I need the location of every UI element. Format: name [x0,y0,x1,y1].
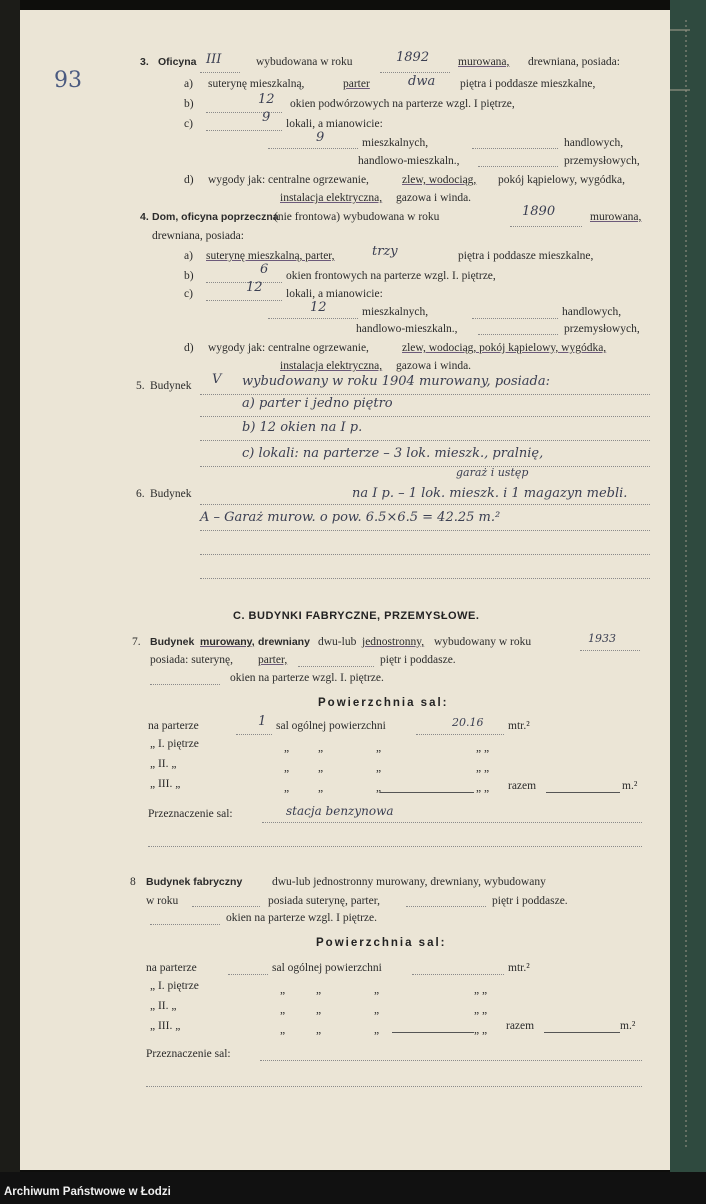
s5-label: 5. [136,380,145,392]
s3-h-t1: instalacja elektryczna, [280,192,383,204]
s8-d11: „ [374,1024,380,1036]
s3-c-l: b) [184,98,194,110]
s3-d-hw: 9 [262,110,271,125]
s3-g-t3: pokój kąpielowy, wygódka, [498,174,626,186]
s4-t1: (nie frontowa) wybudowana w roku [274,211,440,223]
s3-mur: murowana, [458,56,510,68]
s7-r1-a: na parterze [148,720,199,732]
s7-d7: „ [376,762,382,774]
s4-e-t2: handlowych, [562,306,622,318]
s8-d2: „ [316,984,322,996]
s8-d7: „ [374,1004,380,1016]
s3-c-hw: 12 [258,92,275,107]
s8-d5: „ [280,1004,286,1016]
s7-line2b: parter, [258,654,288,666]
s7-line2c: piętr i poddasze. [380,654,456,666]
s3-title: Oficyna [158,56,197,68]
s8-line2a: w roku [146,895,179,907]
s5-hw4: c) lokali: na parterze – 3 lok. mieszk., pralnię, [242,446,544,461]
page-number: 93 [54,68,82,93]
s7-jed: jednostronny, [362,636,425,648]
s8-d1: „ [280,984,286,996]
s7-przez-hw: stacja benzynowa [286,804,394,818]
s3-g-t1: wygody jak: centralne ogrzewanie, [208,174,369,186]
s5-hw2: a) parter i jedno piętro [242,396,393,411]
s3-e-hw: 9 [316,130,325,145]
s4-g-l: d) [184,342,194,354]
s7-r1-b: sal ogólnej powierzchni [276,720,386,732]
s7-r1-hw2: 20.16 [452,716,484,729]
s4-b-t2: piętra i poddasze mieszkalne, [458,250,594,262]
s7-d10: „ [318,782,324,794]
section-c-heading: C. BUDYNKI FABRYCZNE, PRZEMYSŁOWE. [233,610,480,622]
s4-b-l: a) [184,250,193,262]
s4-b-hw: trzy [372,244,398,259]
s7-przez: Przeznaczenie sal: [148,808,233,820]
s7-razem: razem [508,780,537,792]
s8-d4: „ „ [474,984,488,996]
s7-d4: „ „ [476,742,490,754]
s3-b-l: a) [184,78,193,90]
s6-label: 6. [136,488,145,500]
s7-mur: murowany, [200,636,255,648]
s7-d5: „ [284,762,290,774]
s3-b-t1: suterynę mieszkalną, [208,78,305,90]
s5-title: Budynek [150,380,192,392]
s7-r1-c: mtr.² [508,720,530,732]
s7-d6: „ [318,762,324,774]
s7-d8: „ „ [476,762,490,774]
s6-hw1: na I p. – 1 lok. mieszk. i 1 magazyn mebli. [352,486,628,501]
s5-num: V [212,372,222,387]
s4-c-t: okien frontowych na parterze wzgl. I. piętrze, [286,270,496,282]
s7-drew: drewniany [258,636,310,648]
s3-e-t2: handlowych, [564,137,624,149]
s7-title: Budynek [150,636,195,648]
s4-label: 4. [140,211,149,223]
s7-d3: „ [376,742,382,754]
s8-m2: m.² [620,1020,636,1032]
s7-d11: „ [376,782,382,794]
s8-pow: Powierzchnia sal: [316,937,447,949]
s7-line3: okien na parterze wzgl. I. piętrze. [230,672,384,684]
s8-d12: „ „ [474,1024,488,1036]
s3-b-t3: piętra i poddasze mieszkalne, [460,78,596,90]
s6-title: Budynek [150,488,192,500]
s4-b-t1: suterynę mieszkalną, parter, [206,250,335,262]
s3-g-l: d) [184,174,194,186]
s4-c-l: b) [184,270,194,282]
s8-r1-c: mtr.² [508,962,530,974]
s4-h-t1: instalacja elektryczna, [280,360,383,372]
s3-c-t: okien podwórzowych na parterze wzgl. I piętrze, [290,98,515,110]
s8-d8: „ „ [474,1004,488,1016]
s4-f-t2: przemysłowych, [564,323,640,335]
s7-r4: „ III. „ [150,778,181,790]
s3-h-t2: gazowa i winda. [396,192,472,204]
s7-t1: dwu-lub [318,636,357,648]
s7-d9: „ [284,782,290,794]
s8-line3: okien na parterze wzgl. I piętrze. [226,912,378,924]
s8-r4: „ III. „ [150,1020,181,1032]
s7-r2: „ I. piętrze [150,738,199,750]
s7-r1-hw: 1 [258,714,267,729]
s7-line2a: posiada: suterynę, [150,654,234,666]
s3-f-t1: handlowo-mieszkaln., [358,155,460,167]
s5-hw1: wybudowany w roku 1904 murowany, posiada: [242,374,550,389]
s8-r1-a: na parterze [146,962,197,974]
s8-t1: dwu-lub jednostronny murowany, drewniany, wybudowany [272,876,546,888]
s3-num: III [206,52,222,67]
s4-year: 1890 [522,204,556,219]
s7-m2: m.² [622,780,638,792]
s4-a2: drewniana, posiada: [152,230,244,242]
s8-title: Budynek fabryczny [146,876,243,888]
s7-pow: Powierzchnia sal: [318,697,449,709]
s4-title: Dom, oficyna poprzeczna [152,211,279,223]
s7-year: 1933 [588,632,616,645]
s4-d-l: c) [184,288,193,300]
s7-t2: wybudowany w roku [434,636,532,648]
s8-r3: „ II. „ [150,1000,177,1012]
s8-razem: razem [506,1020,535,1032]
archive-footer: Archiwum Państwowe w Łodzi [4,1186,171,1198]
s8-d10: „ [316,1024,322,1036]
s3-d-t: lokali, a mianowicie: [286,118,383,130]
s7-r3: „ II. „ [150,758,177,770]
s4-f-t1: handlowo-mieszkaln., [356,323,458,335]
s8-r1-b: sal ogólnej powierzchni [272,962,382,974]
s4-d-t: lokali, a mianowicie: [286,288,383,300]
s3-f-t2: przemysłowych, [564,155,640,167]
s7-d12: „ „ [476,782,490,794]
s8-line2b: posiada suterynę, parter, [268,895,380,907]
s8-label: 8 [130,876,136,888]
s4-c-hw: 6 [260,262,269,277]
s7-label: 7. [132,636,141,648]
s3-year: 1892 [396,50,430,65]
s5-hw3: b) 12 okien na I p. [242,420,363,435]
s8-przez: Przeznaczenie sal: [146,1048,231,1060]
s3-d-l: c) [184,118,193,130]
s3-e-t1: mieszkalnych, [362,137,429,149]
s3-label: 3. [140,56,149,68]
s4-e-hw: 12 [310,300,327,315]
s4-h-t2: gazowa i winda. [396,360,472,372]
s4-mur: murowana, [590,211,642,223]
s8-d9: „ [280,1024,286,1036]
s7-d2: „ [318,742,324,754]
s4-g-t2: zlew, wodociąg, pokój kąpielowy, wygódka, [402,342,607,354]
s3-a-label: wybudowana w roku [256,56,353,68]
s3-rest: drewniana, posiada: [528,56,620,68]
s8-line2c: piętr i poddasze. [492,895,568,907]
s7-d1: „ [284,742,290,754]
s3-g-t2: zlew, wodociąg, [402,174,477,186]
s4-e-t1: mieszkalnych, [362,306,429,318]
s3-b-hw: dwa [408,74,436,89]
s8-d6: „ [316,1004,322,1016]
s4-g-t1: wygody jak: centralne ogrzewanie, [208,342,369,354]
s3-b-t2: parter [343,78,370,90]
s8-d3: „ [374,984,380,996]
s6-hw2: A – Garaż murow. o pow. 6.5×6.5 = 42.25 m.² [200,510,501,525]
s4-d-hw: 12 [246,280,263,295]
s5-hw5: garaż i ustęp [456,466,529,479]
s8-r2: „ I. piętrze [150,980,199,992]
